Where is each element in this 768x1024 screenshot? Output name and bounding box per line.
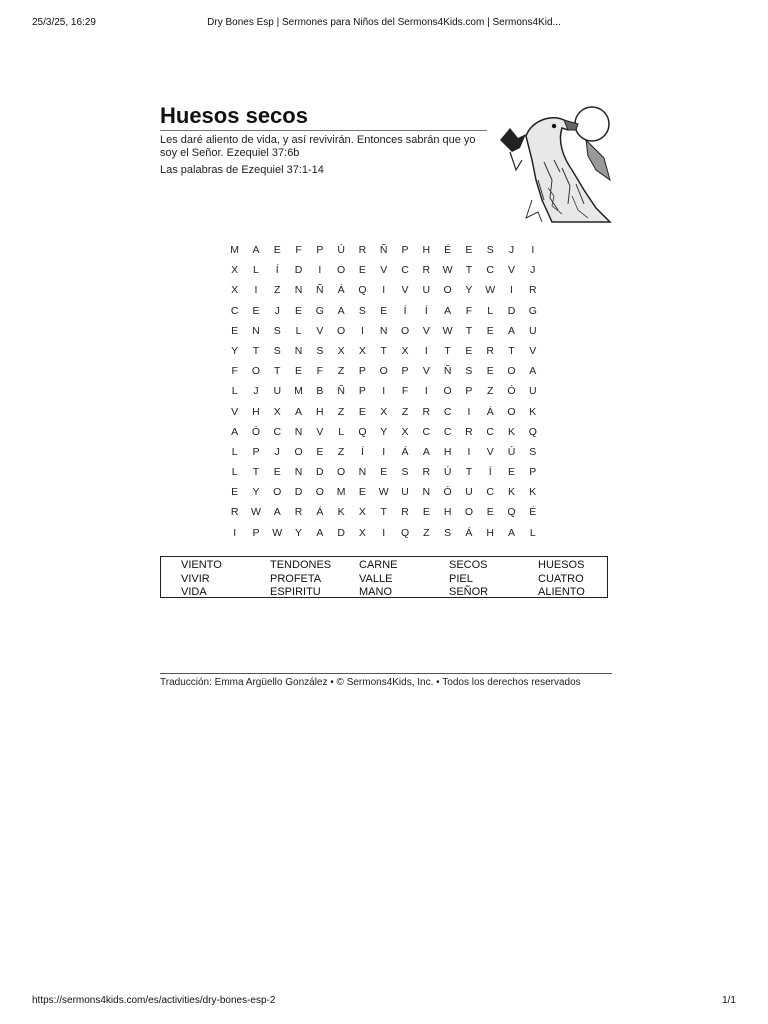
grid-letter: P (401, 244, 409, 256)
word-list-item: HUESOS (538, 559, 585, 571)
grid-letter: C (273, 425, 282, 438)
grid-letter: O (400, 324, 410, 337)
eagle-icon (492, 100, 614, 224)
grid-letter: S (316, 344, 324, 357)
grid-letter: E (358, 264, 366, 277)
grid-letter: F (295, 244, 302, 256)
grid-letter: A (529, 365, 537, 378)
grid-row (224, 525, 544, 545)
word-list-item: VIDA (181, 586, 207, 598)
grid-letter: T (252, 344, 260, 357)
grid-letter: O (507, 365, 516, 378)
grid-letter: I (382, 445, 386, 458)
grid-letter: S (529, 445, 537, 458)
word-list-column (270, 559, 331, 600)
grid-letter: Ñ (379, 244, 388, 256)
word-search-grid (224, 242, 544, 545)
grid-letter: H (252, 405, 260, 418)
grid-letter: I (382, 284, 386, 297)
grid-letter: U (273, 385, 282, 398)
print-header (0, 17, 768, 31)
grid-letter: C (486, 425, 494, 438)
grid-letter: O (379, 365, 388, 378)
grid-letter: I (467, 445, 471, 458)
grid-letter: L (231, 445, 238, 458)
title-divider (160, 130, 487, 131)
grid-letter: N (294, 284, 303, 297)
grid-letter: É (444, 244, 452, 256)
grid-letter: Y (295, 526, 303, 539)
grid-letter: L (231, 466, 238, 479)
grid-letter: N (294, 466, 303, 479)
grid-letter: Q (507, 506, 516, 519)
grid-letter: S (358, 304, 366, 317)
grid-letter: O (464, 506, 473, 519)
grid-letter: W (378, 486, 389, 499)
grid-letter: W (250, 506, 261, 519)
grid-letter: I (382, 526, 386, 539)
grid-row (224, 282, 544, 302)
grid-letter: P (529, 466, 537, 479)
word-list-column (449, 559, 488, 600)
grid-letter: Ó (251, 425, 261, 438)
grid-letter: O (337, 466, 346, 479)
grid-letter: A (295, 405, 303, 418)
grid-letter: H (316, 405, 324, 418)
grid-letter: P (465, 385, 473, 398)
grid-letter: O (273, 486, 282, 499)
grid-letter: Y (231, 344, 239, 357)
grid-letter: A (337, 304, 345, 317)
grid-letter: X (401, 425, 409, 438)
grid-letter: X (401, 344, 409, 357)
grid-letter: A (508, 324, 516, 337)
grid-letter: W (485, 284, 496, 297)
grid-letter: V (508, 264, 516, 277)
grid-letter: Á (486, 405, 494, 418)
grid-letter: T (465, 466, 473, 479)
grid-letter: K (508, 486, 516, 499)
grid-letter: L (295, 324, 302, 337)
grid-row (224, 303, 544, 323)
grid-letter: Z (423, 526, 430, 539)
grid-letter: C (230, 304, 239, 317)
grid-letter: E (380, 304, 388, 317)
scripture-reference: Las palabras de Ezequiel 37:1-14 (160, 164, 324, 176)
grid-letter: N (294, 425, 303, 438)
grid-letter: R (358, 244, 367, 256)
grid-letter: N (294, 344, 303, 357)
translation-credit: Traducción: Emma Argüello González • © Sermons4Kids, Inc. • Todos los derechos reservados (160, 677, 581, 688)
grid-letter: U (529, 324, 537, 337)
grid-letter: N (379, 324, 388, 337)
grid-row (224, 343, 544, 363)
grid-letter: O (443, 284, 452, 297)
grid-letter: S (444, 526, 452, 539)
grid-letter: Ñ (337, 385, 345, 398)
grid-letter: W (272, 526, 283, 539)
grid-letter: X (273, 405, 281, 418)
grid-letter: Ú (337, 244, 345, 256)
grid-letter: A (273, 506, 281, 519)
grid-letter: V (380, 264, 388, 277)
grid-letter: I (424, 344, 428, 357)
grid-letter: S (273, 324, 281, 337)
grid-letter: V (422, 365, 430, 378)
word-list-item: TENDONES (270, 559, 332, 571)
grid-letter: Í (424, 304, 428, 317)
grid-letter: R (465, 425, 473, 438)
grid-letter: X (358, 526, 366, 539)
word-list-item: ALIENTO (538, 586, 585, 598)
grid-letter: J (253, 385, 259, 398)
grid-letter: G (528, 304, 537, 317)
grid-letter: R (422, 466, 431, 479)
grid-letter: R (230, 506, 239, 519)
grid-letter: Z (274, 284, 281, 297)
grid-letter: C (443, 405, 452, 418)
grid-letter: C (422, 425, 431, 438)
grid-letter: R (529, 284, 537, 297)
grid-letter: C (401, 264, 409, 277)
grid-letter: E (295, 365, 303, 378)
grid-letter: O (294, 445, 303, 458)
grid-letter: E (273, 244, 281, 256)
grid-letter: Ñ (443, 365, 452, 378)
grid-letter: E (486, 506, 494, 519)
grid-letter: A (444, 304, 452, 317)
grid-letter: Ó (443, 486, 452, 499)
print-footer (0, 995, 768, 1009)
grid-letter: E (465, 344, 473, 357)
grid-letter: O (337, 324, 346, 337)
word-list-item: VIENTO (181, 559, 222, 571)
grid-letter: R (401, 506, 409, 519)
grid-letter: H (443, 445, 452, 458)
grid-letter: V (486, 445, 494, 458)
credit-divider (160, 673, 612, 674)
grid-letter: P (358, 385, 366, 398)
grid-letter: Z (487, 385, 494, 398)
bible-verse: Les daré aliento de vida, y así revivirán. Entonces sabrán que yo soy el Señor. Ezequiel 37:6b (160, 134, 476, 159)
grid-letter: I (233, 526, 237, 539)
grid-letter: R (422, 405, 431, 418)
print-page-title: Dry Bones Esp | Sermones para Niños del Sermons4Kids.com | Sermons4Kid... (207, 17, 561, 28)
grid-letter: Á (337, 284, 345, 297)
page-url: https://sermons4kids.com/es/activities/dry-bones-esp-2 (32, 995, 276, 1006)
grid-letter: Ú (443, 466, 452, 479)
grid-letter: X (231, 264, 239, 277)
word-list-item: VIVIR (181, 572, 210, 585)
grid-letter: Q (358, 425, 367, 438)
grid-letter: Z (337, 405, 345, 418)
grid-letter: O (507, 405, 516, 418)
grid-row (224, 424, 544, 444)
grid-letter: U (465, 486, 473, 499)
grid-letter: J (274, 304, 280, 317)
grid-letter: Q (358, 284, 367, 297)
grid-letter: J (274, 445, 280, 458)
grid-letter: A (422, 445, 430, 458)
grid-letter: L (529, 526, 536, 539)
grid-letter: Ó (507, 385, 516, 398)
grid-letter: É (529, 506, 537, 519)
grid-letter: Í (360, 445, 364, 458)
grid-letter: O (337, 264, 346, 277)
grid-letter: J (530, 264, 536, 277)
word-list-item: CUATRO (538, 572, 584, 585)
grid-letter: Y (465, 284, 473, 297)
grid-letter: E (508, 466, 516, 479)
grid-letter: F (231, 365, 238, 378)
grid-letter: Á (401, 445, 409, 458)
grid-letter: U (529, 385, 537, 398)
grid-letter: U (401, 486, 409, 499)
grid-letter: K (508, 425, 516, 438)
grid-row (224, 464, 544, 484)
grid-letter: H (422, 244, 431, 256)
grid-letter: Z (337, 365, 345, 378)
grid-letter: E (358, 486, 366, 499)
grid-letter: S (486, 244, 494, 256)
word-list-item: MANO (359, 586, 392, 598)
grid-letter: V (231, 405, 239, 418)
word-list-box (160, 556, 608, 598)
grid-letter: C (443, 425, 452, 438)
grid-letter: T (444, 344, 451, 357)
grid-letter: M (336, 486, 346, 499)
grid-row (224, 504, 544, 524)
word-list-column (181, 559, 222, 600)
grid-row (224, 262, 544, 282)
grid-letter: Q (528, 425, 537, 438)
grid-letter: J (508, 244, 515, 256)
grid-letter: D (507, 304, 516, 317)
grid-letter: P (252, 445, 260, 458)
grid-letter: E (358, 405, 366, 418)
word-list-item: VALLE (359, 572, 393, 585)
grid-letter: I (424, 385, 428, 398)
grid-letter: A (316, 526, 324, 539)
grid-row (224, 363, 544, 383)
grid-row (224, 484, 544, 504)
grid-letter: I (254, 284, 258, 297)
sheet-title: Huesos secos (160, 103, 308, 128)
word-list-column (359, 559, 398, 600)
grid-letter: C (486, 486, 494, 499)
grid-letter: T (465, 324, 473, 337)
grid-letter: E (422, 506, 430, 519)
grid-letter: Ñ (316, 284, 324, 297)
grid-letter: Q (400, 526, 410, 539)
grid-letter: Í (403, 304, 407, 317)
word-list-item: PROFETA (270, 572, 322, 585)
grid-letter: L (253, 264, 259, 277)
grid-letter: I (382, 385, 386, 398)
grid-letter: D (294, 486, 303, 499)
grid-letter: H (443, 506, 452, 519)
grid-letter: P (316, 244, 324, 256)
grid-letter: X (358, 344, 366, 357)
grid-letter: O (443, 385, 452, 398)
grid-letter: Z (401, 405, 409, 418)
grid-letter: R (422, 264, 431, 277)
grid-letter: F (465, 304, 473, 317)
grid-letter: Z (337, 445, 345, 458)
grid-letter: Á (316, 506, 324, 519)
grid-letter: G (315, 304, 324, 317)
grid-letter: V (529, 344, 537, 357)
grid-letter: E (316, 445, 324, 458)
grid-letter: E (295, 304, 303, 317)
grid-row (224, 444, 544, 464)
grid-letter: L (487, 304, 494, 317)
grid-letter: L (338, 425, 345, 438)
grid-letter: D (316, 466, 324, 479)
grid-letter: M (230, 244, 240, 256)
eagle-illustration (492, 100, 614, 224)
word-list-column (538, 559, 585, 600)
grid-letter: V (422, 324, 430, 337)
grid-letter: Í (275, 264, 279, 277)
grid-letter: O (315, 486, 324, 499)
grid-letter: Á (465, 526, 473, 539)
grid-letter: T (508, 344, 515, 357)
grid-letter: D (294, 264, 303, 277)
grid-letter: E (486, 365, 494, 378)
grid-letter: T (465, 264, 473, 277)
grid-letter: I (467, 405, 471, 418)
grid-letter: F (316, 365, 324, 378)
grid-letter: E (231, 486, 239, 499)
page-number: 1/1 (722, 995, 736, 1006)
grid-letter: P (401, 365, 409, 378)
grid-letter: T (274, 365, 281, 378)
grid-letter: K (529, 486, 537, 499)
grid-letter: E (273, 466, 281, 479)
print-date: 25/3/25, 16:29 (32, 17, 96, 28)
grid-letter: I (318, 264, 322, 277)
grid-row (224, 242, 544, 262)
grid-letter: Y (252, 486, 260, 499)
grid-letter: F (401, 385, 409, 398)
grid-letter: Í (488, 466, 492, 479)
grid-letter: P (252, 526, 260, 539)
grid-letter: A (252, 244, 260, 256)
grid-letter: N (422, 486, 431, 499)
grid-letter: E (252, 304, 260, 317)
grid-letter: W (442, 264, 453, 277)
grid-letter: R (294, 506, 303, 519)
grid-letter: R (486, 344, 494, 357)
grid-letter: X (231, 284, 239, 297)
grid-letter: X (380, 405, 388, 418)
grid-letter: P (358, 365, 366, 378)
grid-letter: T (252, 466, 260, 479)
grid-letter: D (337, 526, 345, 539)
grid-row (224, 404, 544, 424)
grid-letter: A (231, 425, 239, 438)
grid-letter: W (442, 324, 453, 337)
grid-letter: B (316, 385, 324, 398)
grid-letter: U (422, 284, 431, 297)
grid-letter: S (401, 466, 409, 479)
grid-letter: E (380, 466, 388, 479)
grid-letter: I (510, 284, 513, 297)
grid-letter: S (465, 365, 473, 378)
grid-letter: O (251, 365, 261, 378)
grid-letter: Ú (507, 445, 516, 458)
word-list-item: CARNE (359, 559, 398, 571)
grid-letter: L (231, 385, 238, 398)
grid-letter: S (273, 344, 281, 357)
grid-row (224, 323, 544, 343)
grid-letter: K (529, 405, 537, 418)
grid-letter: A (508, 526, 516, 539)
grid-letter: M (294, 385, 303, 398)
word-list-item: SEÑOR (449, 586, 489, 598)
grid-letter: I (531, 244, 535, 256)
grid-letter: X (358, 506, 366, 519)
grid-letter: T (380, 344, 387, 357)
grid-letter: E (486, 324, 494, 337)
grid-letter: E (231, 324, 239, 337)
grid-letter: X (337, 344, 345, 357)
grid-letter: K (337, 506, 345, 519)
grid-letter: H (486, 526, 494, 539)
grid-letter: T (380, 506, 387, 519)
grid-row (224, 383, 544, 403)
grid-letter: V (316, 324, 324, 337)
word-list-item: PIEL (449, 572, 473, 585)
grid-letter: E (465, 244, 473, 256)
grid-letter: I (360, 324, 364, 337)
grid-letter: V (401, 284, 409, 297)
word-list-item: SECOS (449, 559, 488, 571)
grid-letter: V (316, 425, 324, 438)
grid-letter: Y (380, 425, 388, 438)
grid-letter: N (358, 466, 367, 479)
grid-letter: C (486, 264, 494, 277)
word-list-item: ESPIRITU (270, 586, 321, 598)
grid-letter: N (252, 324, 260, 337)
